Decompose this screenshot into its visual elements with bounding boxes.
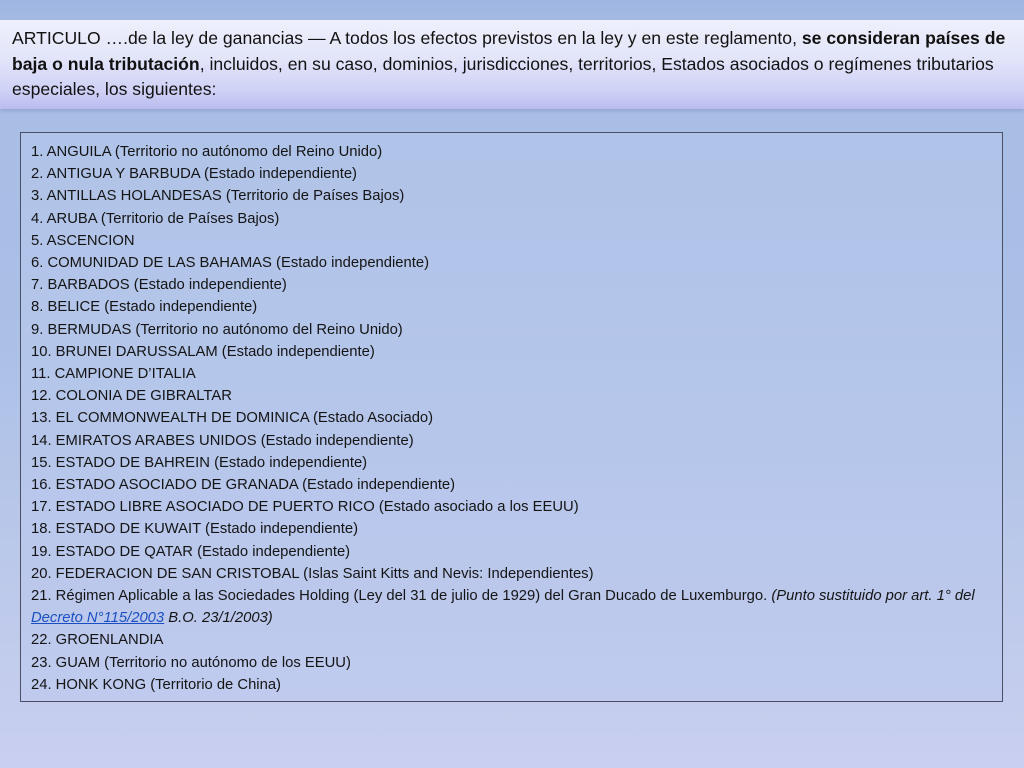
list-item: 16. ESTADO ASOCIADO DE GRANADA (Estado independiente) — [31, 477, 456, 494]
list-item: 7. BARBADOS (Estado independiente) — [31, 277, 287, 294]
list-item: 17. ESTADO LIBRE ASOCIADO DE PUERTO RICO (Estado asociado a los EEUU) — [31, 499, 579, 516]
country-list-box — [20, 132, 1003, 702]
list-item: 15. ESTADO DE BAHREIN (Estado independiente) — [31, 454, 368, 471]
list-item: 9. BERMUDAS (Territorio no autónomo del Reino Unido) — [31, 321, 403, 338]
list-item: 20. FEDERACION DE SAN CRISTOBAL (Islas Saint Kitts and Nevis: Independientes) — [31, 565, 594, 582]
list-item: 11. CAMPIONE D’ITALIA — [31, 366, 196, 383]
list-item: 4. ARUBA (Territorio de Países Bajos) — [31, 210, 280, 227]
list-item: 22. GROENLANDIA — [31, 632, 164, 649]
list-item: 19. ESTADO DE QATAR (Estado independiente) — [31, 543, 351, 560]
list-item: 18. ESTADO DE KUWAIT (Estado independiente) — [31, 521, 359, 538]
list-item: 10. BRUNEI DARUSSALAM (Estado independiente) — [31, 343, 375, 360]
list-item: 24. HONK KONG (Territorio de China) — [31, 676, 281, 693]
decreto-link[interactable]: Decreto N°115/2003 — [31, 610, 165, 627]
list-item: 3. ANTILLAS HOLANDESAS (Territorio de Países Bajos) — [31, 188, 405, 205]
article-header — [12, 26, 1012, 103]
list-item: 14. EMIRATOS ARABES UNIDOS (Estado independiente) — [31, 432, 414, 449]
item-21-note-before: (Punto sustituido por art. 1° del — [771, 588, 975, 605]
list-item: 6. COMUNIDAD DE LAS BAHAMAS (Estado independiente) — [31, 255, 430, 272]
list-item-21 — [31, 585, 993, 629]
country-list — [31, 141, 993, 696]
header-text-part1: ARTICULO ….de la ley de ganancias — A todos los efectos previstos en la ley y en este reglamento, — [12, 28, 802, 48]
item-21-text: 21. Régimen Aplicable a las Sociedades Holding (Ley del 31 de julio de 1929) del Gran Ducado de Luxemburgo. — [31, 588, 772, 605]
list-item: 2. ANTIGUA Y BARBUDA (Estado independiente) — [31, 166, 357, 183]
list-item: 12. COLONIA DE GIBRALTAR — [31, 388, 232, 405]
list-item: 8. BELICE (Estado independiente) — [31, 299, 258, 316]
item-21-note-after: B.O. 23/1/2003) — [164, 610, 273, 627]
list-item: 1. ANGUILA (Territorio no autónomo del Reino Unido) — [31, 144, 383, 160]
list-item: 23. GUAM (Territorio no autónomo de los EEUU) — [31, 654, 351, 671]
top-strip — [0, 0, 1024, 20]
header-text-part2: , incluidos, en su caso, dominios, jurisdicciones, territorios, Estados asociados o regímenes tributarios especiales, los siguientes: — [12, 53, 994, 99]
list-item: 5. ASCENCION — [31, 232, 135, 249]
header-text-bold: se consideran países de baja o nula tributación — [12, 28, 1006, 74]
list-item: 13. EL COMMONWEALTH DE DOMINICA (Estado Asociado) — [31, 410, 434, 427]
